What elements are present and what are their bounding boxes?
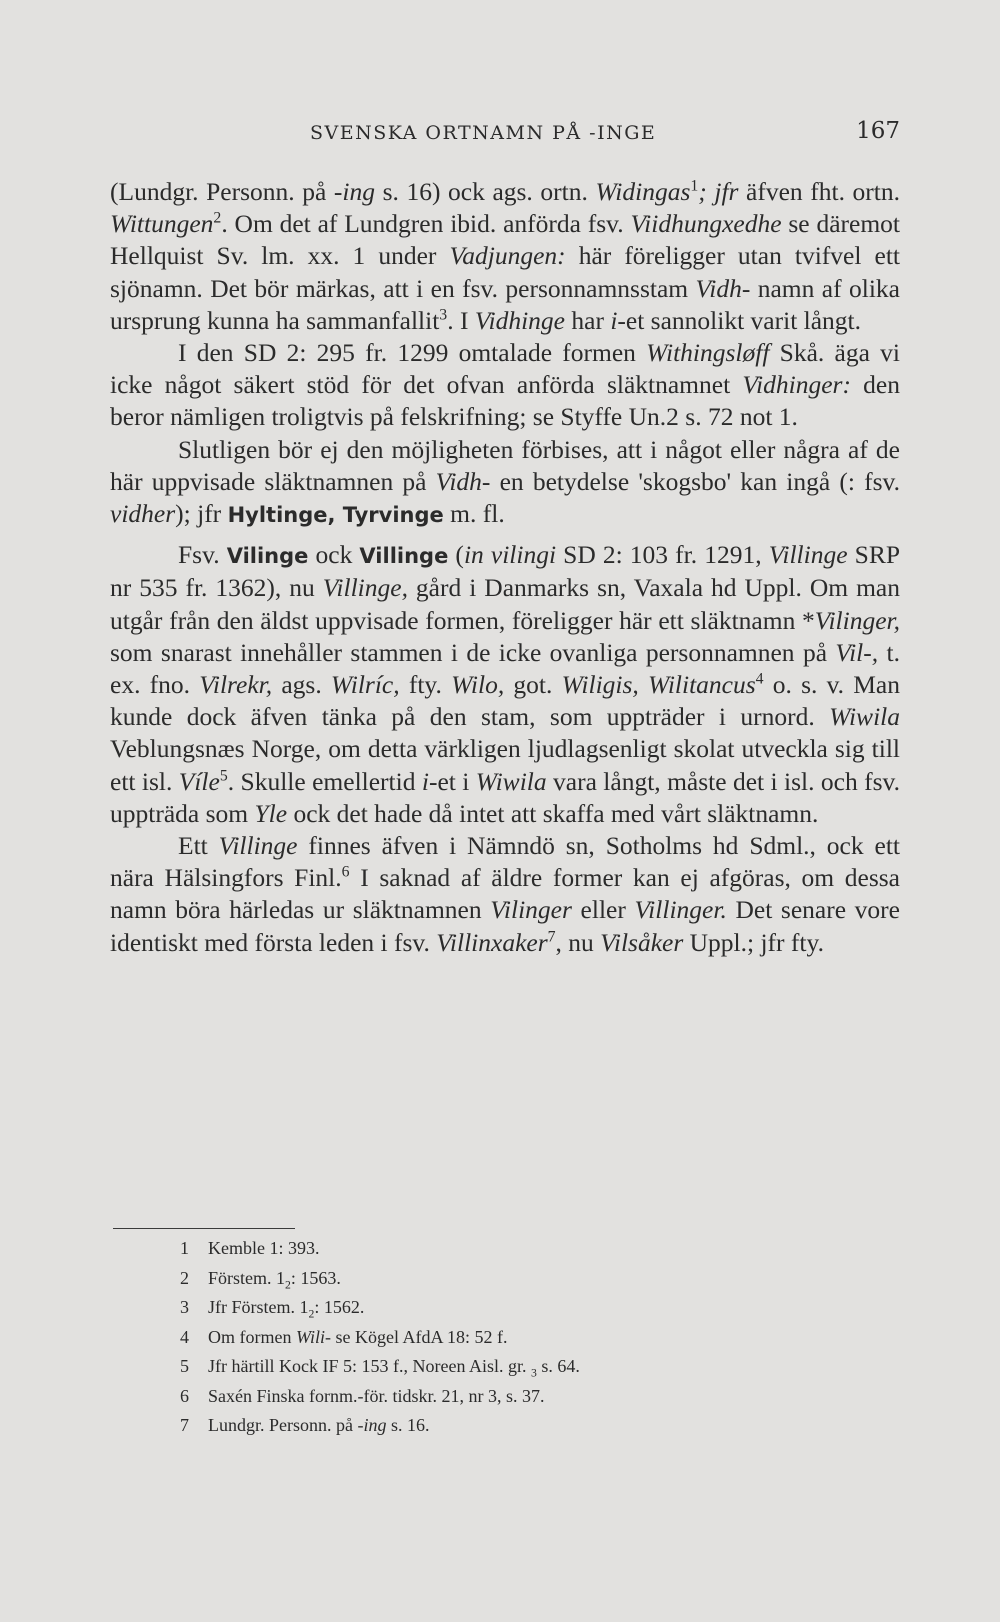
text-run: vidher: [110, 499, 176, 529]
text-run: Slutligen bör ej den möjligheten förbises, att i något eller några af de här uppvisade släktnamnen på: [110, 434, 900, 496]
footnote-ref: 1: [690, 177, 699, 195]
footnote-ref: 7: [547, 928, 556, 946]
text-run: I den SD 2: 295 fr. 1299 omtalade formen: [178, 338, 647, 368]
text-run: Hyltinge, Tyrvinge: [227, 503, 444, 528]
text-run: Vidh-: [695, 273, 751, 303]
text-run: Skå. äga vi icke något säkert stöd för det ofvan anförda släktnamnet: [110, 338, 900, 400]
text-run: Vilinger: [490, 895, 572, 925]
footnote-text: [208, 1234, 319, 1264]
text-run: t. ex. fno.: [110, 637, 900, 700]
footnote: [180, 1264, 880, 1294]
footnote-text: [208, 1382, 544, 1412]
text-run: som snarast innehåller stammen i de icke ovanliga personnamnen på: [110, 637, 836, 667]
footnote-number: 1: [180, 1238, 189, 1258]
footnote: [180, 1382, 880, 1412]
text-run: ock: [308, 540, 360, 570]
text-run: -ing: [357, 1415, 387, 1435]
footnote-ref: 4: [755, 670, 764, 688]
footnotes: [180, 1234, 880, 1441]
text-run: har: [565, 305, 611, 335]
text-run: Wilríc,: [330, 670, 400, 700]
text-run: Vidhinger:: [742, 370, 851, 400]
footnote-text: [208, 1352, 580, 1382]
footnote-rule: [113, 1228, 295, 1229]
text-run: Villinge,: [322, 573, 408, 603]
text-run: eller: [571, 895, 635, 925]
footnote-text: [208, 1264, 341, 1294]
text-run: Uppl.; jfr fty.: [683, 927, 824, 957]
text-run: Vilsåker: [600, 927, 684, 957]
text-run: Vil-,: [835, 637, 879, 667]
paragraph: [110, 434, 900, 532]
text-run: ); jfr: [175, 499, 228, 529]
text-run: Viidhungxedhe: [630, 209, 782, 239]
footnote-text: [208, 1411, 430, 1441]
text-run: s. 64.: [536, 1356, 580, 1376]
text-run: Vidhinge: [474, 305, 565, 335]
text-run: , nu: [555, 927, 601, 957]
page-number: 167: [856, 118, 900, 144]
footnote: [180, 1411, 880, 1441]
text-run: (Lundgr. Personn. på: [110, 177, 334, 206]
text-run: . Skulle emellertid: [227, 766, 422, 796]
text-run: Förstem. 1: [208, 1267, 286, 1288]
text-run: äfven fht. ortn.: [738, 177, 900, 206]
text-run: Veblungsnæs Norge, om detta värkligen ljudlagsenligt skolat utveckla sig till ett isl.: [110, 734, 900, 796]
footnote-ref: 5: [219, 767, 228, 785]
text-run: Ett: [178, 831, 219, 861]
footnote-number: 5: [180, 1356, 189, 1376]
footnote-ref: 6: [341, 863, 350, 881]
text-run: Villinge: [359, 544, 449, 569]
text-run: Wiwila: [475, 766, 547, 796]
text-run: Jfr Förstem. 1: [208, 1297, 309, 1317]
text-run: . I: [447, 305, 475, 335]
text-run: Saxén Finska fornm.-för. tidskr. 21, nr 3, s. 37.: [208, 1385, 545, 1406]
text-run: ags.: [272, 670, 331, 700]
text-run: Vadjungen:: [449, 241, 566, 271]
subscript: 2: [308, 1307, 315, 1321]
text-run: SD 2: 103 fr. 1291,: [556, 540, 769, 570]
text-run: Wili-: [295, 1326, 331, 1347]
footnote-number: 7: [180, 1415, 189, 1435]
text-run: fty.: [399, 670, 452, 700]
subscript: 2: [285, 1278, 291, 1292]
text-run: ock det hade då intet att skaffa med vårt släktnamn.: [287, 798, 819, 828]
text-run: Kemble 1: 393.: [208, 1238, 320, 1258]
footnote: [180, 1352, 880, 1382]
text-run: o. s. v. Man kunde dock äfven tänka på den stam, som uppträder i urnord.: [110, 670, 900, 732]
paragraph: [110, 337, 900, 434]
text-run: Jfr härtill Kock IF 5: 153 f., Noreen Aisl. gr.: [208, 1356, 531, 1376]
text-run: gård i Danmarks sn, Vaxala hd Uppl. Om man utgår från den äldst uppvisade formen, föreligger här ett släktnamn *: [110, 573, 900, 635]
text-run: den beror nämligen troligtvis på felskrifning; se Styffe Un.2 s. 72 not 1.: [110, 370, 900, 432]
text-run: -ing: [333, 177, 375, 206]
footnote-text: [208, 1323, 507, 1353]
text-run: Widingas: [595, 177, 691, 206]
text-run: : 1563.: [290, 1267, 341, 1288]
paragraph: [110, 830, 900, 959]
footnote: [180, 1234, 880, 1264]
text-run: finnes äfven i Nämndö sn, Sotholms hd Sdml., ock ett nära Hälsingfors Finl.: [110, 831, 900, 893]
text-run: Det senare vore identiskt med första leden i fsv.: [110, 895, 900, 957]
text-run: i: [610, 305, 618, 335]
text-run: Wiwila: [829, 702, 900, 732]
body-text: [110, 176, 900, 959]
text-run: Villinge: [218, 831, 298, 861]
text-run: namn af olika ursprung kunna ha sammanfallit: [110, 273, 900, 335]
text-run: s. 16.: [386, 1415, 430, 1435]
paragraph: [110, 176, 900, 337]
footnote-ref: 2: [213, 209, 222, 227]
text-run: Villinger.: [634, 895, 727, 925]
text-run: Villinge: [768, 540, 848, 570]
text-run: Vilrekr,: [199, 670, 273, 700]
text-run: en betydelse 'skogsbo' kan ingå (: fsv.: [490, 466, 901, 496]
footnote: [180, 1293, 880, 1323]
text-run: Wiligis, Wilitancus: [561, 670, 756, 700]
text-run: m. fl.: [443, 499, 505, 529]
text-run: got.: [504, 670, 562, 700]
text-run: (: [448, 540, 464, 570]
text-run: Wilo,: [451, 670, 505, 700]
text-run: Yle: [254, 798, 288, 828]
text-run: -et sannolikt varit långt.: [617, 305, 862, 335]
footnote: [180, 1323, 880, 1353]
text-run: Villinxaker: [436, 927, 548, 957]
running-title: SVENSKA ORTNAMN PÅ -INGE: [310, 122, 657, 144]
text-run: ; jfr: [698, 177, 739, 206]
text-run: -et i: [428, 766, 476, 796]
text-run: Lundgr. Personn. på: [208, 1415, 358, 1435]
text-run: : 1562.: [314, 1297, 365, 1317]
footnote-ref: 3: [439, 306, 448, 324]
text-run: se Kögel AfdA 18: 52 f.: [330, 1326, 508, 1347]
text-run: Withingsløff: [646, 338, 770, 368]
footnote-text: [208, 1293, 364, 1323]
text-run: vara långt, måste det i isl. och fsv. uppträda som: [110, 766, 900, 828]
subscript: 3: [530, 1366, 537, 1380]
text-run: in vilingi: [463, 540, 557, 570]
text-run: Fsv.: [178, 540, 227, 570]
text-run: Wittungen: [110, 209, 214, 239]
running-head: [110, 118, 900, 158]
text-run: . Om det af Lundgren ibid. anförda fsv.: [221, 209, 631, 239]
text-run: se däremot Hellquist Sv. lm. xx. 1 under: [110, 209, 900, 271]
text-run: i: [421, 766, 429, 796]
footnote-number: 3: [180, 1297, 189, 1317]
text-run: SRP nr 535 fr. 1362), nu: [110, 540, 901, 603]
text-run: Víle: [178, 766, 220, 796]
text-run: I saknad af äldre former kan ej afgöras, om dessa namn böra härledas ur släktnamnen: [110, 863, 900, 925]
text-run: Vilinge: [226, 544, 309, 569]
text-run: Vilinger,: [814, 605, 900, 635]
text-run: Om formen: [208, 1326, 296, 1347]
footnote-number: 4: [180, 1326, 189, 1347]
text-run: s. 16) ock ags. ortn.: [374, 177, 596, 206]
footnote-number: 6: [180, 1385, 189, 1406]
footnote-number: 2: [180, 1267, 189, 1288]
text-run: Vidh-: [435, 466, 491, 496]
paragraph: [110, 539, 900, 830]
text-run: här föreligger utan tvifvel ett sjönamn. Det bör märkas, att i en fsv. personnamnsstam: [110, 241, 900, 303]
